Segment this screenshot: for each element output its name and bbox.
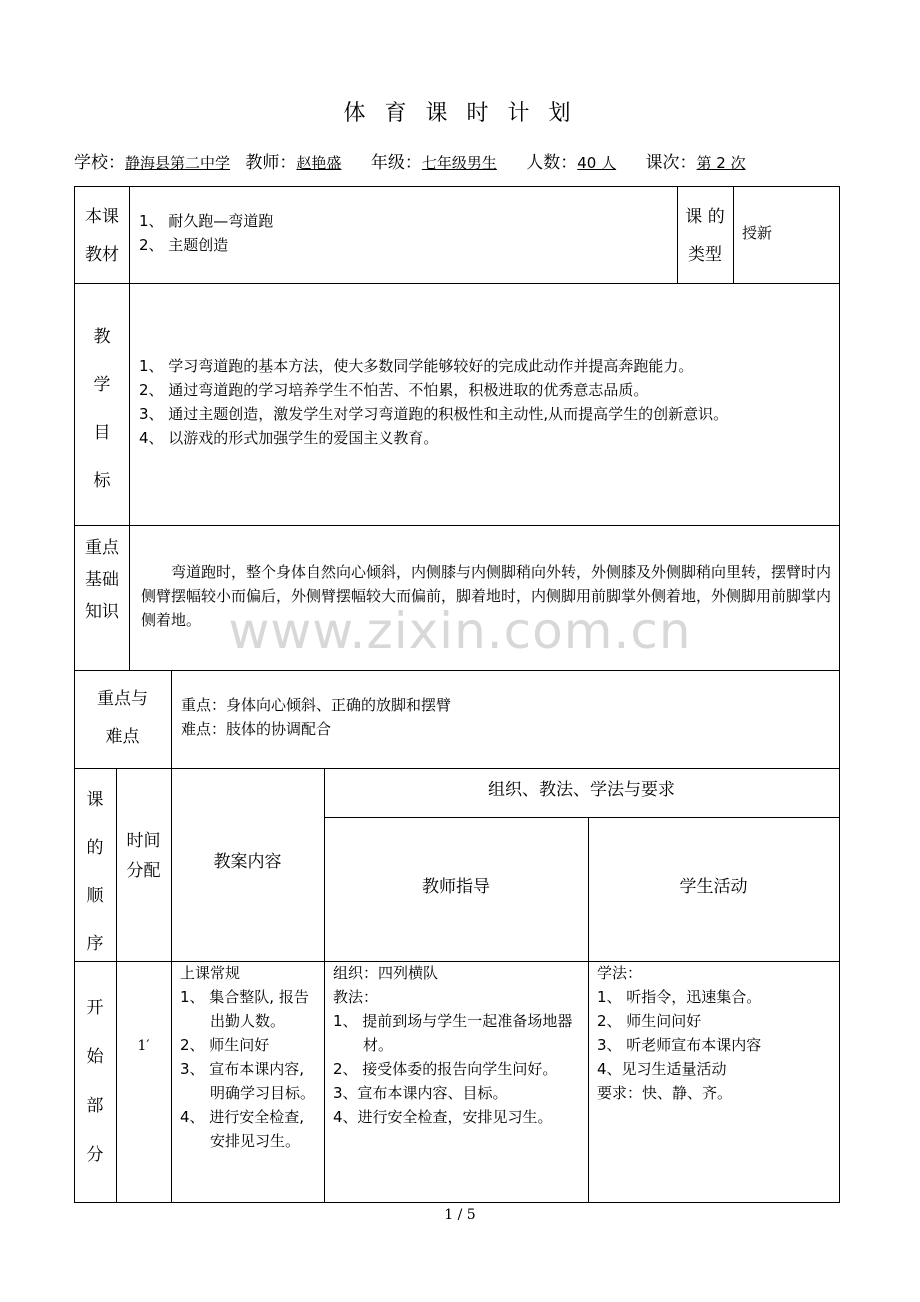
list-item: 1、 耐久跑—弯道跑 bbox=[139, 212, 274, 230]
difficulty-label: 重点与 难点 bbox=[97, 689, 148, 747]
start-time: 1′ bbox=[137, 1038, 150, 1054]
content-header: 教案内容 bbox=[213, 852, 282, 872]
watermark: www.zixin.com.cn bbox=[228, 602, 692, 660]
start-section-label: 开 始 部 分 bbox=[86, 998, 104, 1165]
list-item: 3、 通过主题创造，激发学生对学习弯道跑的积极性和主动性,从而提高学生的创新意识。 bbox=[139, 405, 729, 423]
teacher-guide-header: 教师指导 bbox=[422, 877, 490, 897]
list-item: 2、 通过弯道跑的学习培养学生不怕苦、不怕累，积极进取的优秀意志品质。 bbox=[139, 381, 649, 399]
material-list bbox=[139, 209, 273, 257]
start-content bbox=[180, 961, 321, 1153]
list-item: 2、 接受体委的报告向学生问好。 bbox=[333, 1060, 558, 1078]
list-item: 3、 宣布本课内容, 明确学习目标。 bbox=[180, 1060, 316, 1102]
grade-label: 年级： bbox=[370, 153, 422, 173]
teacher-label: 教师： bbox=[245, 153, 297, 173]
page-number: 1 / 5 bbox=[444, 1207, 476, 1223]
start-student-activity bbox=[597, 961, 835, 1105]
teacher-value: 赵艳盛 bbox=[296, 154, 342, 172]
time-header: 时间 分配 bbox=[126, 831, 161, 881]
hard-point: 难点：肢体的协调配合 bbox=[181, 720, 332, 738]
school-label: 学校： bbox=[74, 153, 125, 173]
objectives-label: 教 学 目 标 bbox=[93, 327, 111, 491]
material-label: 本课 教材 bbox=[85, 207, 119, 265]
lesson-type-label: 课 的 类型 bbox=[685, 207, 725, 265]
list-item: 4、 以游戏的形式加强学生的爱国主义教育。 bbox=[139, 429, 439, 447]
lesson-label: 课次： bbox=[645, 153, 697, 173]
order-header: 课 的 顺 序 bbox=[86, 790, 104, 954]
knowledge-text: 弯道跑时，整个身体自然向心倾斜，内侧膝与内侧脚稍向外转，外侧膝及外侧脚稍向里转，摆臂时内侧臂摆幅较小而偏后，外侧臂摆幅较大而偏前，脚着地时，内侧脚用前脚掌外侧着地，外侧脚用前脚掌内侧着地。 bbox=[141, 563, 832, 629]
list-item: 要求：快、静、齐。 bbox=[597, 1084, 733, 1102]
list-item: 4、进行安全检查，安排见习生。 bbox=[333, 1108, 553, 1126]
count-value: 40 人 bbox=[577, 154, 617, 172]
list-item: 上课常规 bbox=[180, 964, 241, 982]
school-value: 静海县第二中学 bbox=[125, 154, 231, 172]
list-item: 组织：四列横队 bbox=[333, 964, 439, 982]
count-label: 人数： bbox=[526, 153, 578, 173]
list-item: 4、 进行安全检查, 安排见习生。 bbox=[180, 1108, 305, 1150]
list-item: 3、 听老师宣布本课内容 bbox=[597, 1036, 762, 1054]
lesson-type-value: 授新 bbox=[742, 224, 773, 242]
list-item: 4、见习生适量活动 bbox=[597, 1060, 727, 1078]
knowledge-label: 重点 基础 知识 bbox=[85, 538, 119, 622]
list-item: 教法： bbox=[333, 988, 379, 1006]
list-item: 2、 师生问问好 bbox=[597, 1012, 702, 1030]
grade-value: 七年级男生 bbox=[421, 154, 497, 172]
list-item: 1、 听指令，迅速集合。 bbox=[597, 988, 762, 1006]
list-item: 2、 师生问好 bbox=[180, 1036, 270, 1054]
page-title: 体 育 课 时 计 划 bbox=[343, 101, 577, 126]
list-item: 2、 主题创造 bbox=[139, 236, 229, 254]
header-info bbox=[74, 148, 756, 173]
list-item: 1、 提前到场与学生一起准备场地器材。 bbox=[333, 1012, 573, 1054]
list-item: 1、 集合整队, 报告出勤人数。 bbox=[180, 988, 309, 1030]
list-item: 学法： bbox=[597, 964, 643, 982]
start-teacher-guide bbox=[333, 961, 583, 1129]
key-point: 重点：身体向心倾斜、正确的放脚和摆臂 bbox=[181, 696, 452, 714]
org-header: 组织、教法、学法与要求 bbox=[488, 780, 675, 800]
list-item: 1、 学习弯道跑的基本方法，使大多数同学能够较好的完成此动作并提高奔跑能力。 bbox=[139, 357, 694, 375]
list-item: 3、宣布本课内容、目标。 bbox=[333, 1084, 508, 1102]
difficulty-content bbox=[181, 693, 451, 741]
student-activity-header: 学生活动 bbox=[679, 877, 748, 897]
objectives-list bbox=[139, 354, 834, 450]
lesson-value: 第 2 次 bbox=[696, 154, 746, 172]
